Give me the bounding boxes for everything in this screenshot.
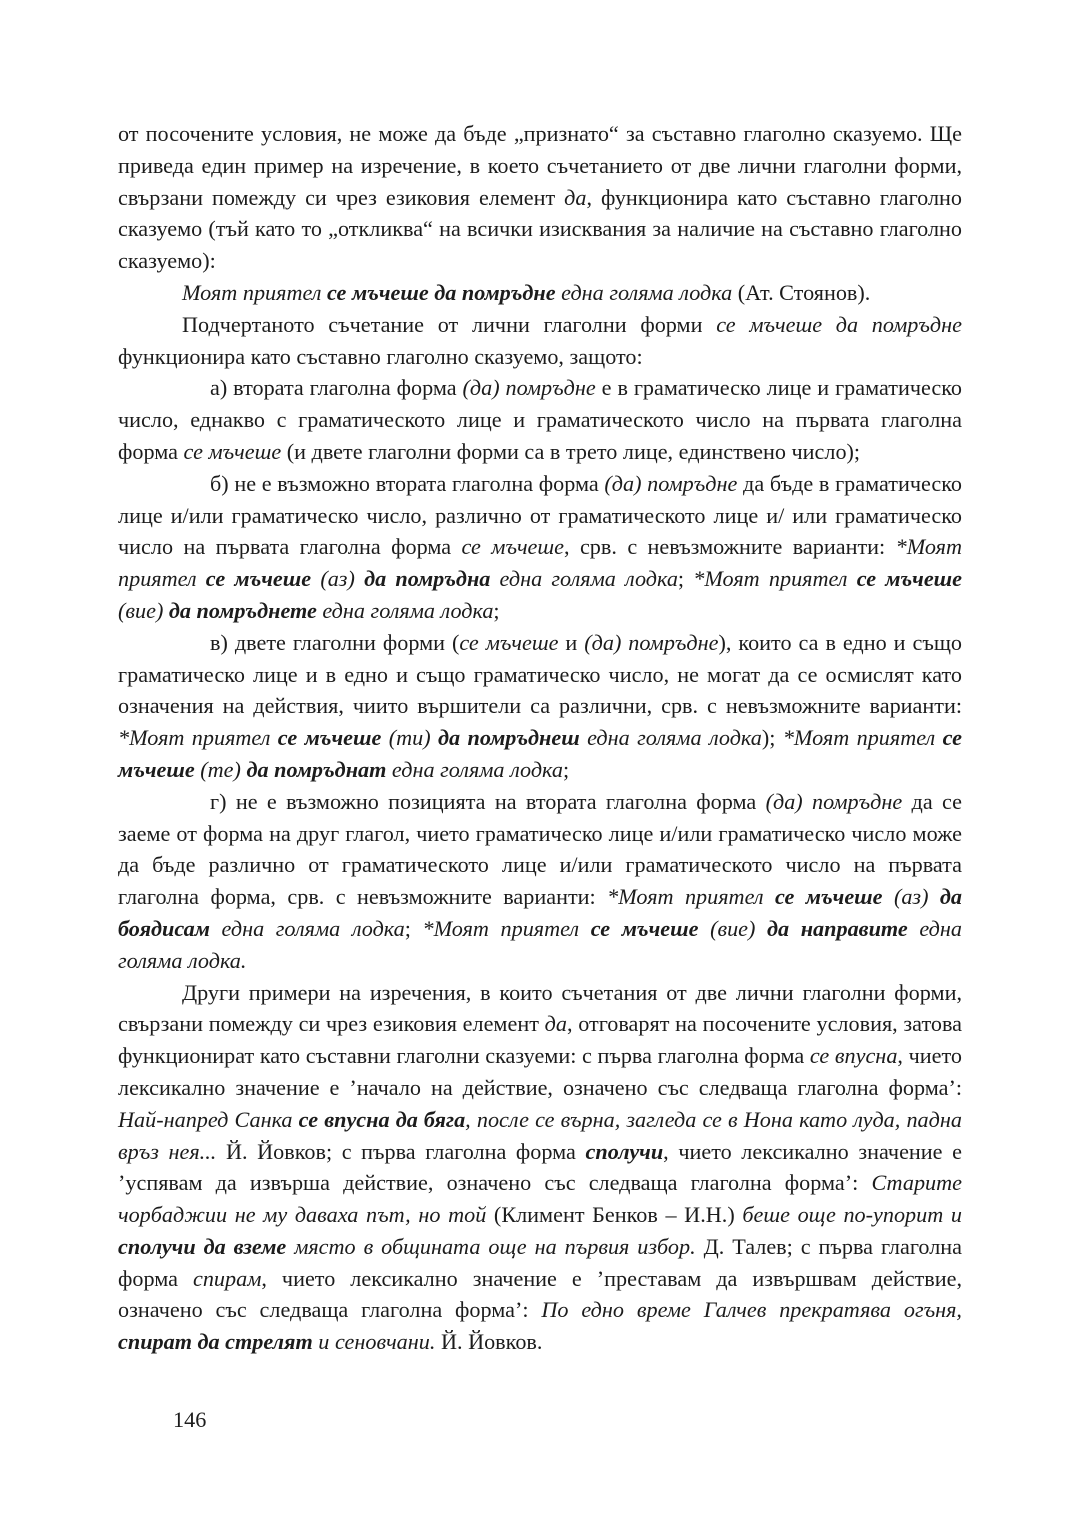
text-run: ; bbox=[404, 915, 423, 941]
italic-run: и сеновчани. bbox=[312, 1329, 436, 1355]
text-run: функционира като съставно глаголно сказуемо, защото: bbox=[118, 343, 643, 369]
bold-italic-run: се мъчеше bbox=[774, 884, 883, 910]
list-item-g bbox=[118, 786, 962, 977]
bold-italic-run: се впусна да бяга bbox=[298, 1106, 466, 1132]
bold-italic-run: да помръднеш bbox=[437, 725, 580, 751]
text-run: е в граматическо лице и граматическо число, еднакво с граматическото лице и граматическото число на първата глаголна форма bbox=[118, 375, 962, 464]
italic-run: една голяма лодка bbox=[490, 566, 678, 592]
bold-italic-run: сполучи bbox=[585, 1138, 664, 1164]
italic-run: една голяма лодка bbox=[579, 725, 762, 751]
bold-italic-run: се мъчеше bbox=[856, 566, 963, 592]
text-run: да бъде в граматическо лице и/или граматическо число, различно от граматическото лице и/ или граматическо число на първата глаголна форма bbox=[118, 470, 963, 560]
italic-run: беше още по-упорит и bbox=[742, 1202, 962, 1228]
text-run: да се заеме от форма на друг глагол, чието граматическо лице и/или граматическо число може да бъде различно от граматическото лице и/или граматическото число на първата глаголна форма, срв. с невъзможните варианти: bbox=[118, 788, 963, 910]
text-run: , чието лексикално значение е ’преставам да извършвам действие, означено със следваща глаголна форма’: bbox=[118, 1265, 962, 1323]
text-run: б) не е възможно втората глаголна форма bbox=[210, 470, 605, 496]
text-run: г) не е възможно позицията на втората глаголна форма bbox=[210, 788, 766, 814]
italic-run: се мъчеше bbox=[183, 438, 282, 464]
text-run: (Ат. Стоянов). bbox=[732, 279, 871, 305]
bold-italic-run: се мъчеше bbox=[277, 725, 382, 751]
list-item-a bbox=[118, 372, 962, 467]
text-run: Й. Йовков; с първа глаголна форма bbox=[216, 1138, 586, 1164]
italic-run: се мъчеше да помръдне bbox=[716, 311, 962, 337]
italic-run: По едно време Галчев прекратява огъня, bbox=[541, 1297, 962, 1323]
text-run: ; bbox=[493, 597, 500, 623]
italic-run: една голяма лодка bbox=[555, 279, 733, 305]
italic-run: място в общината още на първия избор. bbox=[286, 1233, 696, 1259]
italic-run: , после се върна, загледа се в Нона като луда, падна връз нея... bbox=[118, 1106, 962, 1164]
paragraph-3 bbox=[118, 309, 962, 373]
body-text bbox=[118, 118, 962, 1358]
italic-run: се мъчеше bbox=[461, 534, 564, 560]
italic-run: да bbox=[564, 184, 587, 210]
italic-run: Старите чорбаджии не му даваха път, но той bbox=[118, 1170, 962, 1228]
text-run: в) двете глаголни форми ( bbox=[210, 629, 460, 655]
paragraph-1 bbox=[118, 118, 962, 277]
italic-run: да bbox=[544, 1011, 567, 1037]
italic-run: *Моят приятел bbox=[422, 915, 591, 941]
text-run: , чието лексикално значение е ’успявам да извърша действие, означено със следваща глаголна форма’: bbox=[118, 1138, 962, 1196]
text-run: Й. Йовков. bbox=[435, 1329, 543, 1355]
italic-run: *Моят приятел bbox=[693, 566, 857, 592]
italic-run: *Моят приятел bbox=[118, 725, 278, 751]
bold-italic-run: се мъчеше bbox=[205, 566, 312, 592]
italic-run: (да) помръдне bbox=[584, 629, 719, 655]
text-run: ; bbox=[677, 566, 694, 592]
text-run: ); bbox=[761, 725, 783, 751]
paragraph-8 bbox=[118, 977, 962, 1359]
bold-italic-run: сполучи да вземе bbox=[118, 1233, 287, 1259]
italic-run: (аз) bbox=[882, 884, 940, 910]
italic-run: една голяма лодка bbox=[316, 597, 494, 623]
italic-run: една голяма лодка bbox=[209, 915, 405, 941]
list-item-b bbox=[118, 468, 962, 627]
text-run: от посочените условия, не може да бъде „признато“ за съставно глаголно сказуемо. Ще приведа един пример на изречение, в което съчетанието от две лични глаголни форми, свързани помежду си чрез езиковия елемент bbox=[118, 121, 962, 210]
italic-run: *Моят приятел bbox=[607, 884, 775, 910]
text-run: (Климент Бенков – И.Н.) bbox=[486, 1202, 743, 1228]
text-run: , отговарят на посочените условия, затова функционират като съставни глаголни сказуеми: с първа глаголна форма bbox=[118, 1011, 962, 1069]
text-run: и bbox=[558, 629, 585, 655]
bold-italic-run: да помръдна bbox=[364, 566, 491, 592]
list-item-v bbox=[118, 627, 962, 786]
italic-run: (вие) bbox=[118, 597, 169, 623]
italic-run: се впусна bbox=[809, 1043, 898, 1069]
italic-run: (ти) bbox=[381, 725, 438, 751]
italic-run: Моят приятел bbox=[182, 279, 327, 305]
bold-italic-run: се мъчеше bbox=[118, 725, 962, 782]
text-run: , срв. с невъзможните варианти: bbox=[564, 534, 896, 560]
italic-run: *Моят приятел bbox=[782, 725, 943, 751]
italic-run: една голяма лодка. bbox=[118, 915, 962, 973]
italic-run: (те) bbox=[194, 756, 247, 782]
text-run: , функционира като съставно глаголно сказуемо (тъй като то „откликва“ на всички изисквания за наличие на съставно глаголно сказуемо): bbox=[118, 184, 962, 274]
page-number: 146 bbox=[173, 1407, 207, 1432]
text-run: (и двете глаголни форми са в трето лице, единствено число); bbox=[281, 438, 861, 464]
bold-italic-run: да помръднете bbox=[168, 597, 317, 623]
italic-run: Най-напред Санка bbox=[118, 1106, 299, 1132]
italic-run: (да) помръдне bbox=[765, 788, 903, 814]
bold-italic-run: да боядисам bbox=[118, 884, 962, 941]
bold-italic-run: да помръднат bbox=[246, 756, 387, 782]
text-run: Д. Талев; с първа глаголна форма bbox=[118, 1233, 962, 1291]
italic-run: (вие) bbox=[698, 915, 768, 941]
bold-italic-run: да направите bbox=[767, 915, 908, 941]
italic-run: се мъчеше bbox=[459, 629, 559, 655]
text-run: ), които са в едно и също граматическо лице и в едно и също граматическо число, не могат да се осмислят като означения на действия, чиито вършители са различни, срв. с невъзможните варианти: bbox=[118, 629, 963, 719]
italic-run: (аз) bbox=[311, 566, 365, 592]
italic-run: (да) помръдне bbox=[604, 470, 738, 496]
text-run: Подчертаното съчетание от лични глаголни форми bbox=[182, 311, 717, 337]
bold-italic-run: се мъчеше bbox=[590, 915, 699, 941]
bold-italic-run: спират да стрелят bbox=[118, 1329, 313, 1355]
text-run: Други примери на изречения, в които съчетания от две лични глаголни форми, свързани помежду си чрез езиковия елемент bbox=[118, 979, 962, 1037]
italic-run: (да) помръдне bbox=[462, 375, 596, 401]
text-run: ; bbox=[562, 756, 570, 782]
text-run: , чието лексикално значение е ’начало на действие, означено със следваща глаголна форма’: bbox=[118, 1043, 962, 1100]
text-run: а) втората глаголна форма bbox=[210, 375, 463, 401]
italic-run: *Моят приятел bbox=[118, 534, 962, 592]
italic-run: една голяма лодка bbox=[386, 756, 563, 782]
italic-run: спирам bbox=[192, 1265, 262, 1291]
example-sentence bbox=[118, 277, 962, 309]
bold-italic-run: се мъчеше да помръдне bbox=[327, 279, 556, 305]
